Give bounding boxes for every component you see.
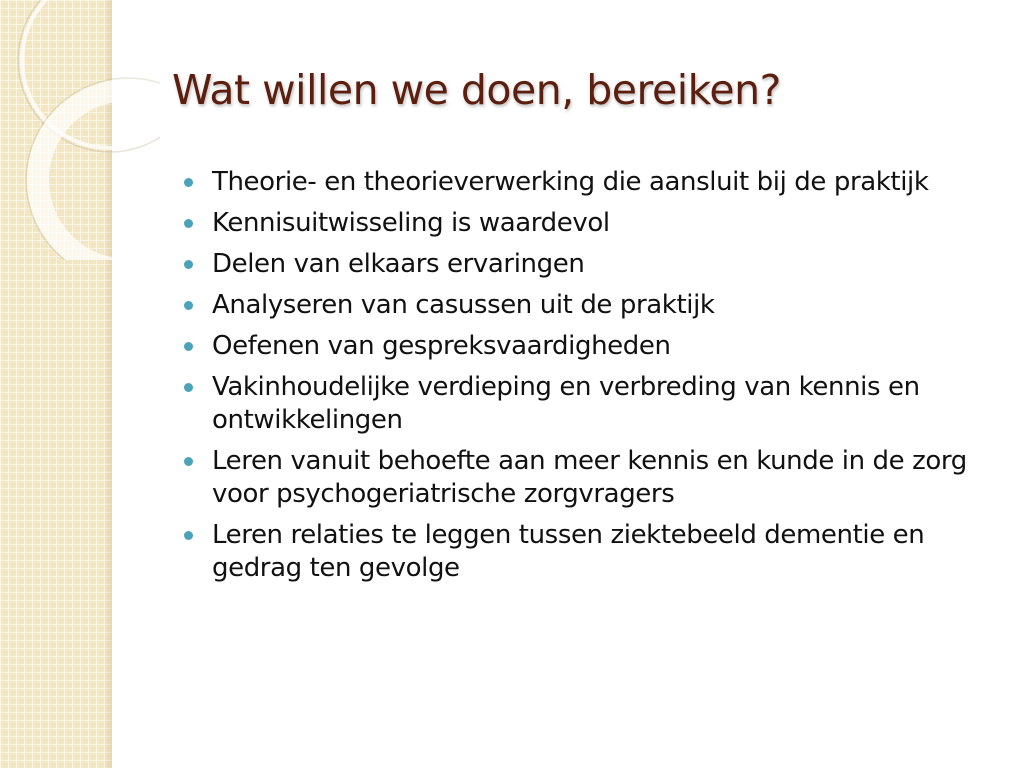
list-item — [184, 207, 984, 240]
list-item — [184, 371, 984, 437]
bullet-dot-icon — [184, 531, 193, 540]
bullet-text: Leren vanuit behoefte aan meer kennis en kunde in de zorg voor psychogeriatrische zorgvragers — [212, 446, 967, 509]
bullet-dot-icon — [184, 457, 193, 466]
bullet-text: Kennisuitwisseling is waardevol — [212, 208, 610, 238]
bullet-text: Analyseren van casussen uit de praktijk — [212, 290, 715, 320]
bullet-text: Leren relaties te leggen tussen ziektebeeld dementie en gedrag ten gevolge — [212, 520, 925, 583]
list-item — [184, 330, 984, 363]
bullet-dot-icon — [184, 178, 193, 187]
list-item — [184, 445, 984, 511]
list-item — [184, 166, 984, 199]
bullet-text: Delen van elkaars ervaringen — [212, 249, 585, 279]
slide-title: Wat willen we doen, bereiken? — [172, 66, 781, 114]
bullet-text: Oefenen van gespreksvaardigheden — [212, 331, 671, 361]
bullet-dot-icon — [184, 219, 193, 228]
list-item — [184, 248, 984, 281]
bullet-dot-icon — [184, 301, 193, 310]
bullet-dot-icon — [184, 260, 193, 269]
list-item — [184, 289, 984, 322]
bullet-dot-icon — [184, 383, 193, 392]
bullet-list — [184, 166, 984, 593]
decorative-rings-icon — [0, 0, 160, 260]
bullet-dot-icon — [184, 342, 193, 351]
bullet-text: Vakinhoudelijke verdieping en verbreding van kennis en ontwikkelingen — [212, 372, 920, 435]
list-item — [184, 519, 984, 585]
bullet-text: Theorie- en theorieverwerking die aansluit bij de praktijk — [212, 167, 929, 197]
